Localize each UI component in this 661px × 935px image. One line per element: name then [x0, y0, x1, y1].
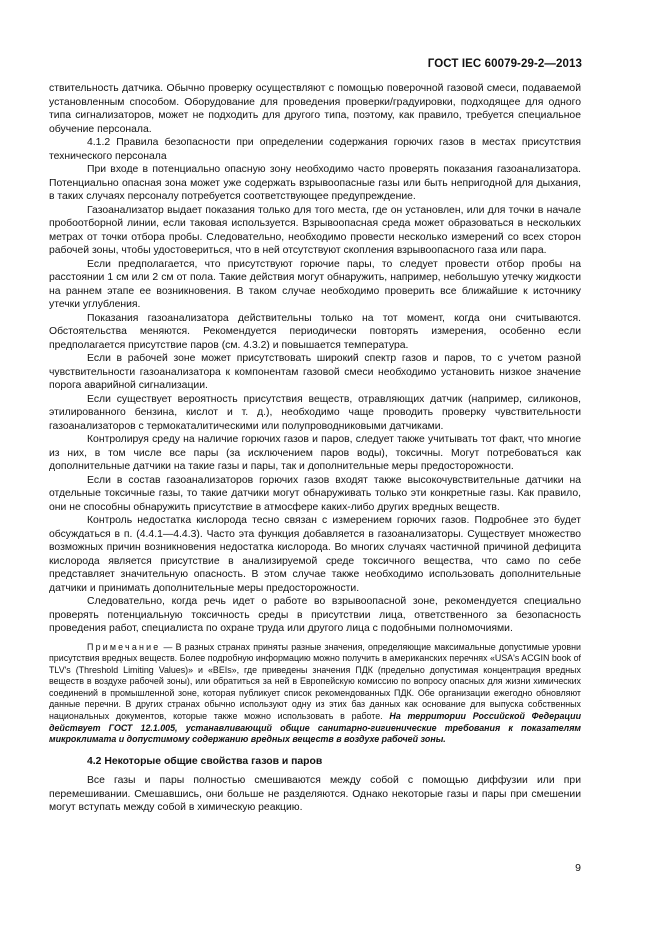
document-body — [49, 82, 581, 815]
paragraph: Контроль недостатка кислорода тесно связан с измерением горючих газов. Подробнее это будет обсуждаться в п. (4.4.1—4.4.3). Часто эта функция добавляется в газоанализаторы. Существует множество возможных причин возникновения недостатка кислорода. Во многих случаях частичной причиной дефицита кислорода является присутствие в анализируемой среде токсичного вещества, что само по себе представляет значительную опасность. В этом случае также необходимо использовать дополнительные датчики и принимать дополнительные меры предосторожности. — [49, 515, 581, 594]
note-block — [49, 642, 581, 746]
paragraph: Если существует вероятность присутствия веществ, отравляющих датчик (например, силиконов, этилированного бензина, кислот и т. д.), необходимо чаще проводить проверку чувствительности газоанализаторов с термокаталитическими или полупроводниковыми датчиками. — [49, 393, 581, 432]
note-national-addendum: На территории Российской Федерации действует ГОСТ 12.1.005, устанавливающий общие санитарно-гигиенические требования к показателям микроклимата и допустимому содержанию вредных веществ в воздухе рабочей зоны. — [49, 711, 581, 745]
note-text: — В разных странах приняты разные значения, определяющие максимальные допустимые уровни присутствия вредных веществ. Более подробную информацию можно получить в американских перечнях «USA's ACGIN book of TLV's (Threshold Limiting Values)» и «BEIs», где приведены значения ПДК (предельно допустимая концентрация вредных веществ в воздухе рабочей зоны), или обратиться за ней в Европейскую комиссию по вопросу опасных для жизни химических соединений в промышленной зоне, которая публикует список рекомендованных ПДК. Обе организации ежегодно обновляют данные перечни. В других странах обычно используют одну из этих баз данных как основание для выпуска собственных национальных документов, которые также можно использовать в работе. — [49, 641, 581, 722]
paragraph-continued: ствительность датчика. Обычно проверку осуществляют с помощью поверочной газовой смеси, подаваемой установленным способом. Оборудование для проведения проверки/градуировки, подходящее для одного типа сигнализаторов, может не подходить для другого типа, поэтому, как правило, требуется специальное обучение персонала. — [49, 83, 581, 135]
document-code-header: ГОСТ IEC 60079-29-2—2013 — [427, 58, 582, 70]
paragraph: Если в состав газоанализаторов горючих газов входят также высокочувствительные датчики на отдельные токсичные газы, то такие датчики могут обнаруживать только эти конкретные газы. Как правило, они не способны обнаружить присутствие в атмосфере каких-либо других вредных веществ. — [49, 474, 581, 513]
paragraph: Все газы и пары полностью смешиваются между собой с помощью диффузии или при перемешивании. Смешавшись, они больше не разделяются. Однако некоторые газы и пары при смешении могут вступать между собой в химическую реакцию. — [49, 775, 581, 814]
paragraph: Следовательно, когда речь идет о работе во взрывоопасной зоне, рекомендуется специально проверять потенциальную токсичность среды в присутствии лица, ответственного за безопасность проведения работ, специалиста по охране труда или другого лица с подобными полномочиями. — [49, 596, 581, 634]
clause-4-1-2-heading: 4.1.2 Правила безопасности при определении содержания горючих газов в местах присутствия технического персонала — [49, 137, 581, 162]
paragraph: Показания газоанализатора действительны только на тот момент, когда они считываются. Обстоятельства меняются. Рекомендуется периодически повторять измерения, особенно если предполагается присутствие паров (см. 4.3.2) и повышается температура. — [49, 312, 581, 351]
paragraph: Контролируя среду на наличие горючих газов и паров, следует также учитывать тот факт, что многие из них, в том числе все пары (за исключением паров воды), токсичны. Могут потребоваться как дополнительные датчики на такие газы и пары, так и дополнительные меры предосторожности. — [49, 434, 581, 472]
paragraph: При входе в потенциально опасную зону необходимо часто проверять показания газоанализатора. Потенциально опасная зона может уже содержать взрывоопасные газы или быть непригодной для дыхания, в таких случаях персоналу потребуется соответствующее предупреждение. — [49, 164, 581, 202]
paragraph: Если предполагается, что присутствуют горючие пары, то следует провести отбор пробы на расстоянии 1 см или 2 см от пола. Такие действия могут обнаружить, например, небольшую утечку жидкости на раннем этапе ее возникновения. В таком случае необходимо проверить все ближайшие к источнику утечки углубления. — [49, 258, 581, 310]
section-4-2-title: 4.2 Некоторые общие свойства газов и паров — [87, 755, 323, 767]
page-number: 9 — [575, 862, 581, 874]
note-lead: Примечание — [87, 641, 161, 652]
paragraph: Газоанализатор выдает показания только для того места, где он установлен, или для точки в начале пробоотборной линии, если таковая используется. Взрывоопасная среда может образоваться в нескольких метрах от точки отбора пробы. Следовательно, необходимо провести несколько измерений со всех сторон рабочей зоны, чтобы удостовериться, что в ней отсутствуют скопления взрывоопасного газа или пара. — [49, 204, 581, 256]
paragraph: Если в рабочей зоне может присутствовать широкий спектр газов и паров, то с учетом разной чувствительности газоанализатора к компонентам газовой смеси необходимо установить низкое значение порога аварийной сигнализации. — [49, 353, 581, 391]
